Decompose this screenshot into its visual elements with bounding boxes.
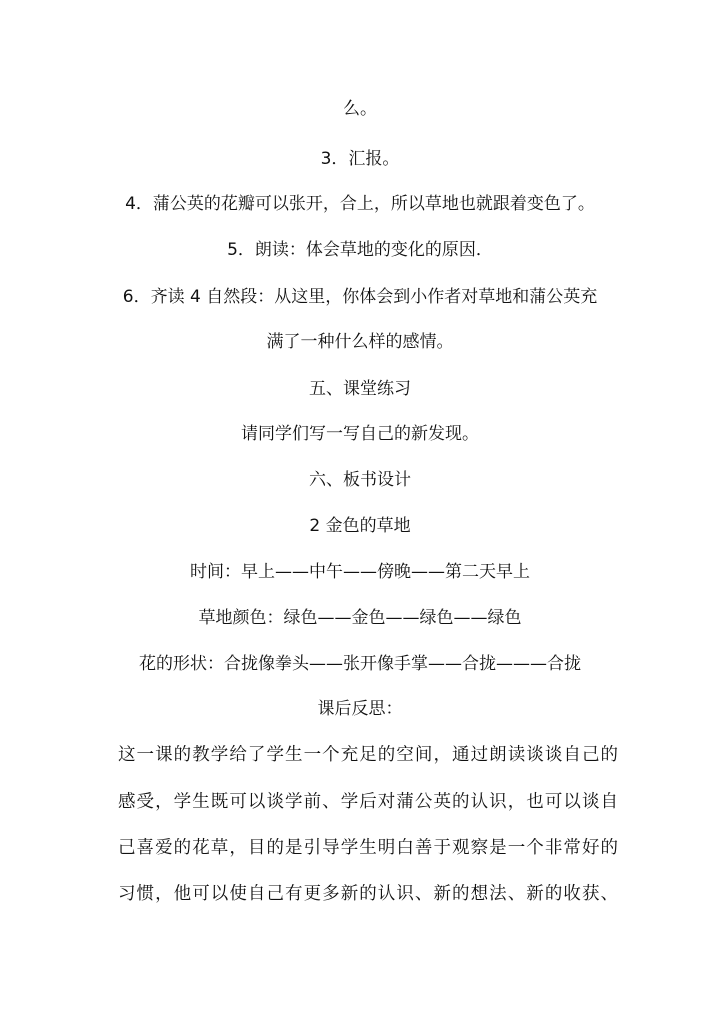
section-heading-board-design: 六、板书设计 (309, 470, 411, 490)
step-6-continuation: 满了一种什么样的感情。 (266, 332, 454, 352)
step-6-read-together: 6．齐读 4 自然段：从这里，你体会到小作者对草地和蒲公英充 (122, 287, 598, 307)
reflection-line: 己喜爱的花草，目的是引导学生明白善于观察是一个非常好的 (118, 838, 618, 858)
reflection-heading: 课后反思： (317, 699, 403, 719)
reflection-line: 习惯，他可以使自己有更多新的认识、新的想法、新的收获、 (118, 884, 618, 904)
board-title: 2 金色的草地 (309, 516, 411, 536)
step-3-report: 3．汇报。 (320, 149, 400, 169)
step-5-reading: 5．朗读：体会草地的变化的原因． (227, 240, 493, 260)
section-heading-practice: 五、课堂练习 (309, 379, 411, 399)
reflection-line: 这一课的教学给了学生一个充足的空间，通过朗读谈谈自己的 (118, 745, 618, 765)
step-4-petals: 4．蒲公英的花瓣可以张开，合上，所以草地也就跟着变色了。 (125, 194, 595, 214)
board-shape-row: 花的形状：合拢像拳头——张开像手掌——合拢———合拢 (139, 654, 581, 674)
reflection-line: 感受，学生既可以谈学前、学后对蒲公英的认识，也可以谈自 (118, 792, 618, 812)
practice-instruction: 请同学们写一写自己的新发现。 (241, 424, 479, 444)
board-time-row: 时间：早上——中午——傍晚——第二天早上 (190, 562, 530, 582)
text-line-continuation: 么。 (343, 99, 377, 119)
board-color-row: 草地颜色：绿色——金色——绿色——绿色 (198, 608, 522, 628)
